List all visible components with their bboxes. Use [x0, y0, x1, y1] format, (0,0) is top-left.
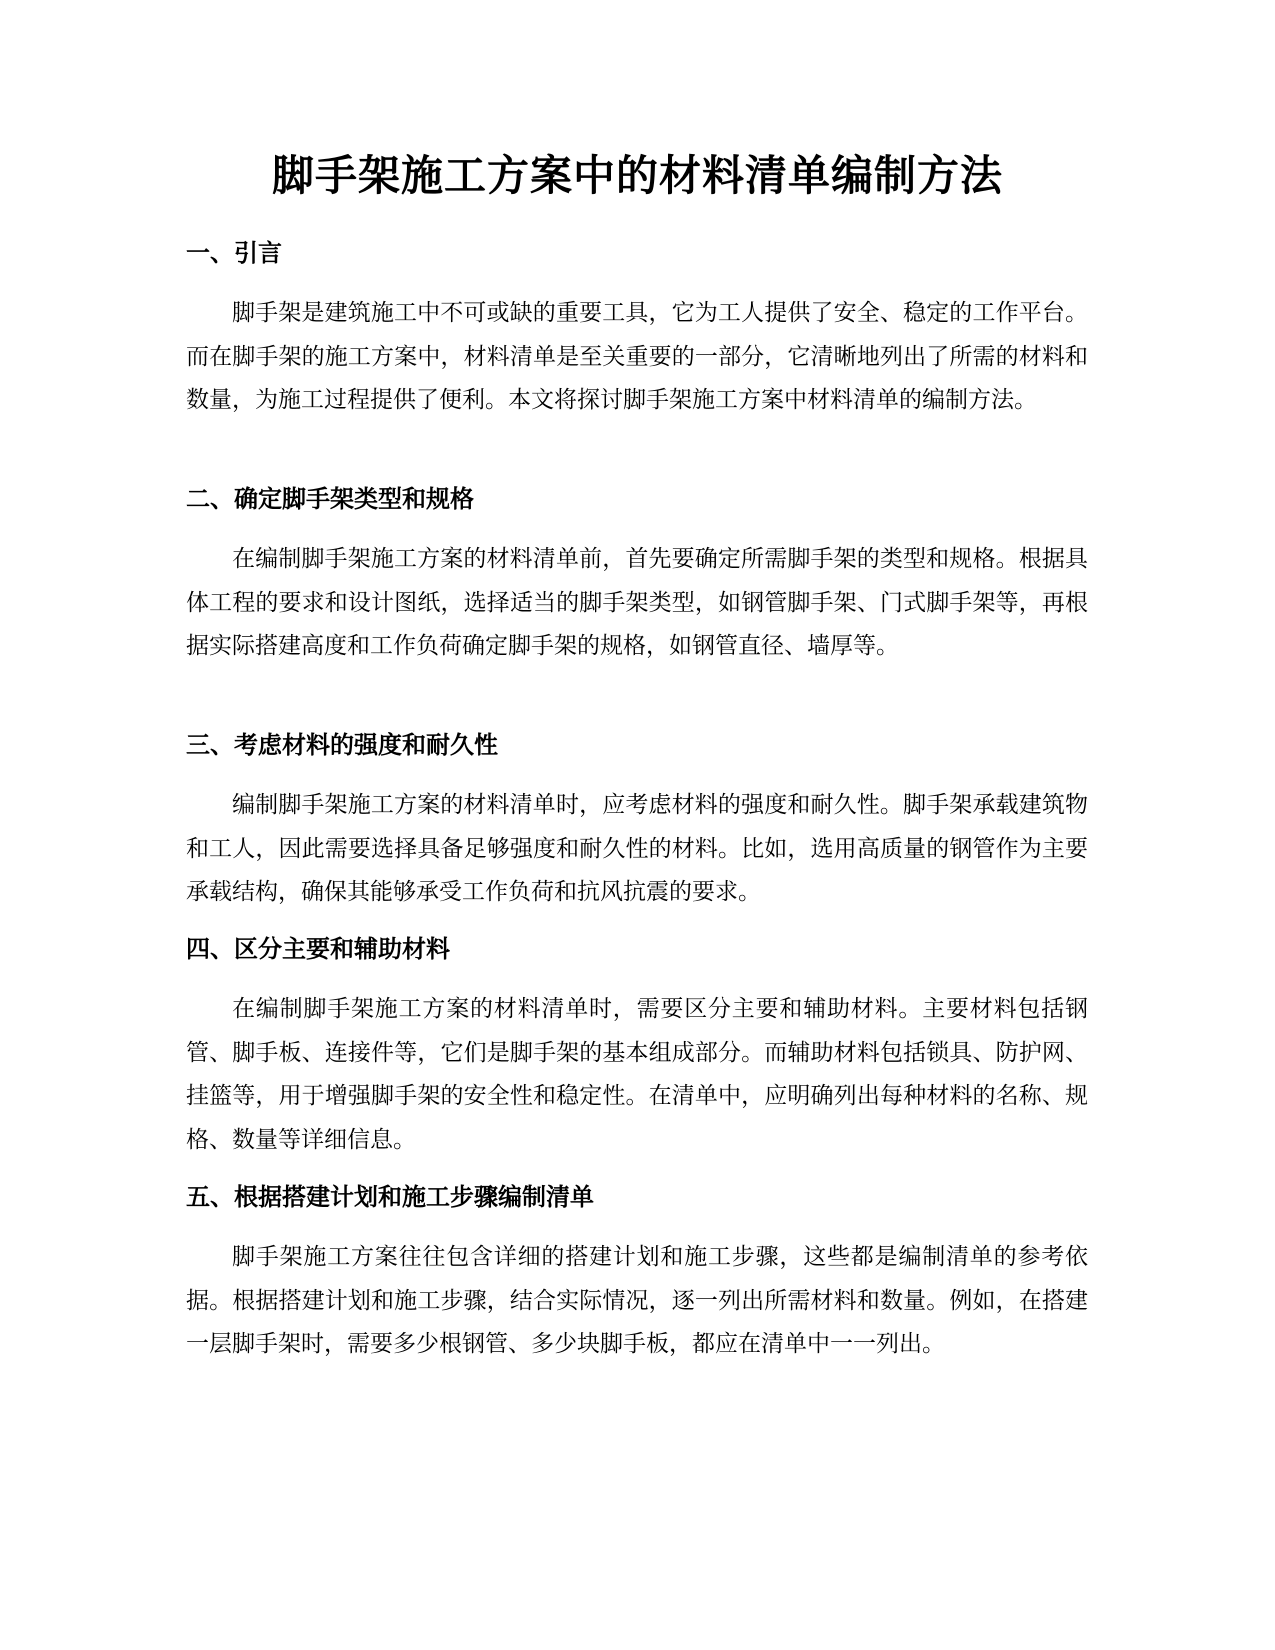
document-title: 脚手架施工方案中的材料清单编制方法 — [271, 151, 1003, 200]
section-paragraph: 在编制脚手架施工方案的材料清单前，首先要确定所需脚手架的类型和规格。根据具体工程的要求和设计图纸，选择适当的脚手架类型，如钢管脚手架、门式脚手架等，再根据实际搭建高度和工作负荷确定脚手架的规格，如钢管直径、墙厚等。 — [186, 546, 1088, 659]
section-type-and-spec — [186, 482, 1088, 669]
section-heading: 五、根据搭建计划和施工步骤编制清单 — [186, 1183, 594, 1211]
section-heading: 四、区分主要和辅助材料 — [186, 935, 450, 963]
section-heading: 三、考虑材料的强度和耐久性 — [186, 731, 498, 759]
section-heading: 一、引言 — [186, 239, 282, 267]
section-paragraph: 在编制脚手架施工方案的材料清单时，需要区分主要和辅助材料。主要材料包括钢管、脚手板、连接件等，它们是脚手架的基本组成部分。而辅助材料包括锁具、防护网、挂篮等，用于增强脚手架的安全性和稳定性。在清单中，应明确列出每种材料的名称、规格、数量等详细信息。 — [186, 996, 1088, 1153]
section-strength-durability — [186, 728, 1088, 915]
section-paragraph: 脚手架施工方案往往包含详细的搭建计划和施工步骤，这些都是编制清单的参考依据。根据搭建计划和施工步骤，结合实际情况，逐一列出所需材料和数量。例如，在搭建一层脚手架时，需要多少根钢管、多少块脚手板，都应在清单中一一列出。 — [186, 1244, 1088, 1357]
section-introduction — [186, 236, 1088, 423]
section-paragraph: 编制脚手架施工方案的材料清单时，应考虑材料的强度和耐久性。脚手架承载建筑物和工人，因此需要选择具备足够强度和耐久性的材料。比如，选用高质量的钢管作为主要承载结构，确保其能够承受工作负荷和抗风抗震的要求。 — [186, 792, 1088, 905]
section-paragraph: 脚手架是建筑施工中不可或缺的重要工具，它为工人提供了安全、稳定的工作平台。而在脚手架的施工方案中，材料清单是至关重要的一部分，它清晰地列出了所需的材料和数量，为施工过程提供了便利。本文将探讨脚手架施工方案中材料清单的编制方法。 — [186, 300, 1088, 413]
section-plan-and-steps — [186, 1180, 1088, 1367]
section-heading: 二、确定脚手架类型和规格 — [186, 485, 474, 513]
section-main-auxiliary-materials — [186, 932, 1088, 1162]
